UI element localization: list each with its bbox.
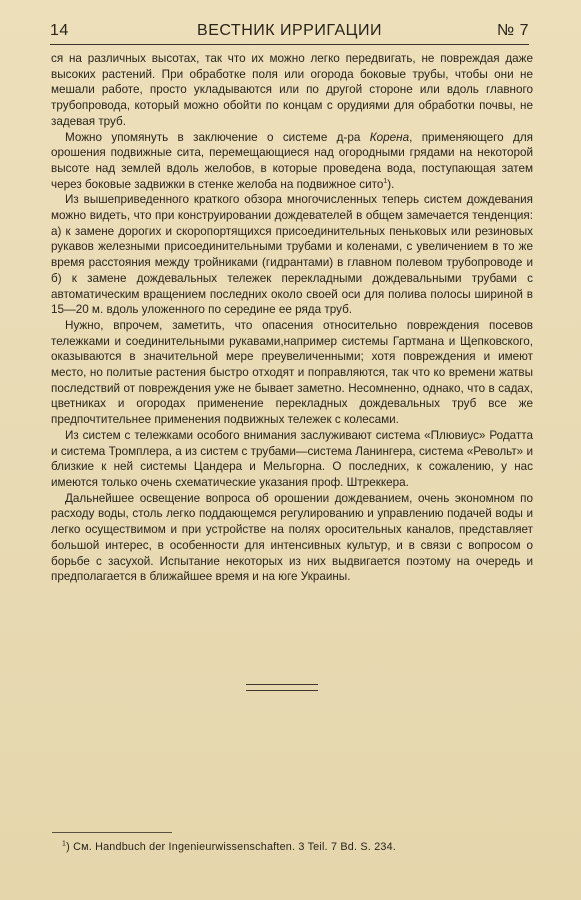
footnote-rule xyxy=(52,832,172,833)
footnote-marker: 1 xyxy=(62,840,67,848)
page-number: 14 xyxy=(50,22,69,39)
article-body xyxy=(51,51,533,585)
footnote xyxy=(62,841,396,853)
paragraph-3: Из вышеприведенного краткого обзора многочисленных теперь систем дождевания можно видеть, что при конструировании дождевателей в общем замечается тенденция: а) к замене дорогих и скоропортящихся присоединительных пеньковых или резиновых рукавов железными присоединительными трубами и коленами, с увеличением в то же время расстояния между тройниками (гидрантами) в главном полевом трубопроводе и б) к замене дождевальных тележек перекладными дождевальными трубами с автоматическим вращением последних около своей оси для полива полосы шириной в 15—20 м. вдоль уложенного по середине ее ряда труб. xyxy=(51,193,533,317)
paragraph-5: Из систем с тележками особого внимания заслуживают система «Плювиус» Родатта и система Тромплера, а из систем с трубами—система Ланингера, система «Револьт» и близкие к ней системы Цандера и Мельгорна. О последних, к сожалению, у нас имеются только очень схематические указания проф. Штреккера. xyxy=(51,428,533,489)
journal-title: ВЕСТНИК ИРРИГАЦИИ xyxy=(197,22,382,39)
paragraph-4: Нужно, впрочем, заметить, что опасения относительно повреждения посевов тележками и соединительными рукавами,например системы Гартмана и Щепковского, оказываются в значительной мере преувеличенными; хотя повреждения и имеют место, но политые растения быстро отходят и поправляются, так что ко времени жатвы последствий от повреждения уже не бывает заметно. Несомненно, однако, что в садах, цветниках и огородах применение перекладных дождевальных труб все же предпочтительнее применения подвижных тележек с колесами. xyxy=(51,318,533,427)
paragraph-2: Можно упомянуть в заключение о системе д-ра Корена, применяющего для орошения подвижные сита, перемещающиеся над огородными грядами на некоторой высоте над землей вдоль желобов, в которые проведена вода, поступающая затем через боковые задвижки в стенке желоба на подвижное сито$^1$). xyxy=(51,130,533,191)
footnote-text: ) См. Handbuch der Ingenieurwissenschaften. 3 Teil. 7 Bd. S. 234. xyxy=(66,841,397,853)
paragraph-1: ся на различных высотах, так что их можно легко передвигать, не повреждая даже высоких растений. При обработке поля или огорода боковые трубы, чтобы они не мешали работе, просто укладываются или по другой стороне или вдоль главного трубопровода, который можно обойти по концам с орудиями для обработки почвы, не задевая труб. xyxy=(51,52,533,128)
author-name: Корена xyxy=(369,130,410,144)
running-header xyxy=(50,20,529,46)
footnote-reference: 1 xyxy=(383,177,388,185)
paragraph-6: Дальнейшее освещение вопроса об орошении дождеванием, очень экономном по расходу воды, столь легко поддающемся регулированию и управлению подачей воды и легко осуществимом и при устройстве на полях оросительных каналов, представляет большой интерес, в особенности для интенсивных культур, и в связи с вопросом о борьбе с засухой. Испытание некоторых из них выдвигается поэтому на очередь и предполагается в ближайшее время и на юге Украины. xyxy=(51,491,533,584)
header-rule xyxy=(50,44,529,45)
issue-number: № 7 xyxy=(496,22,529,39)
section-divider xyxy=(246,684,318,691)
